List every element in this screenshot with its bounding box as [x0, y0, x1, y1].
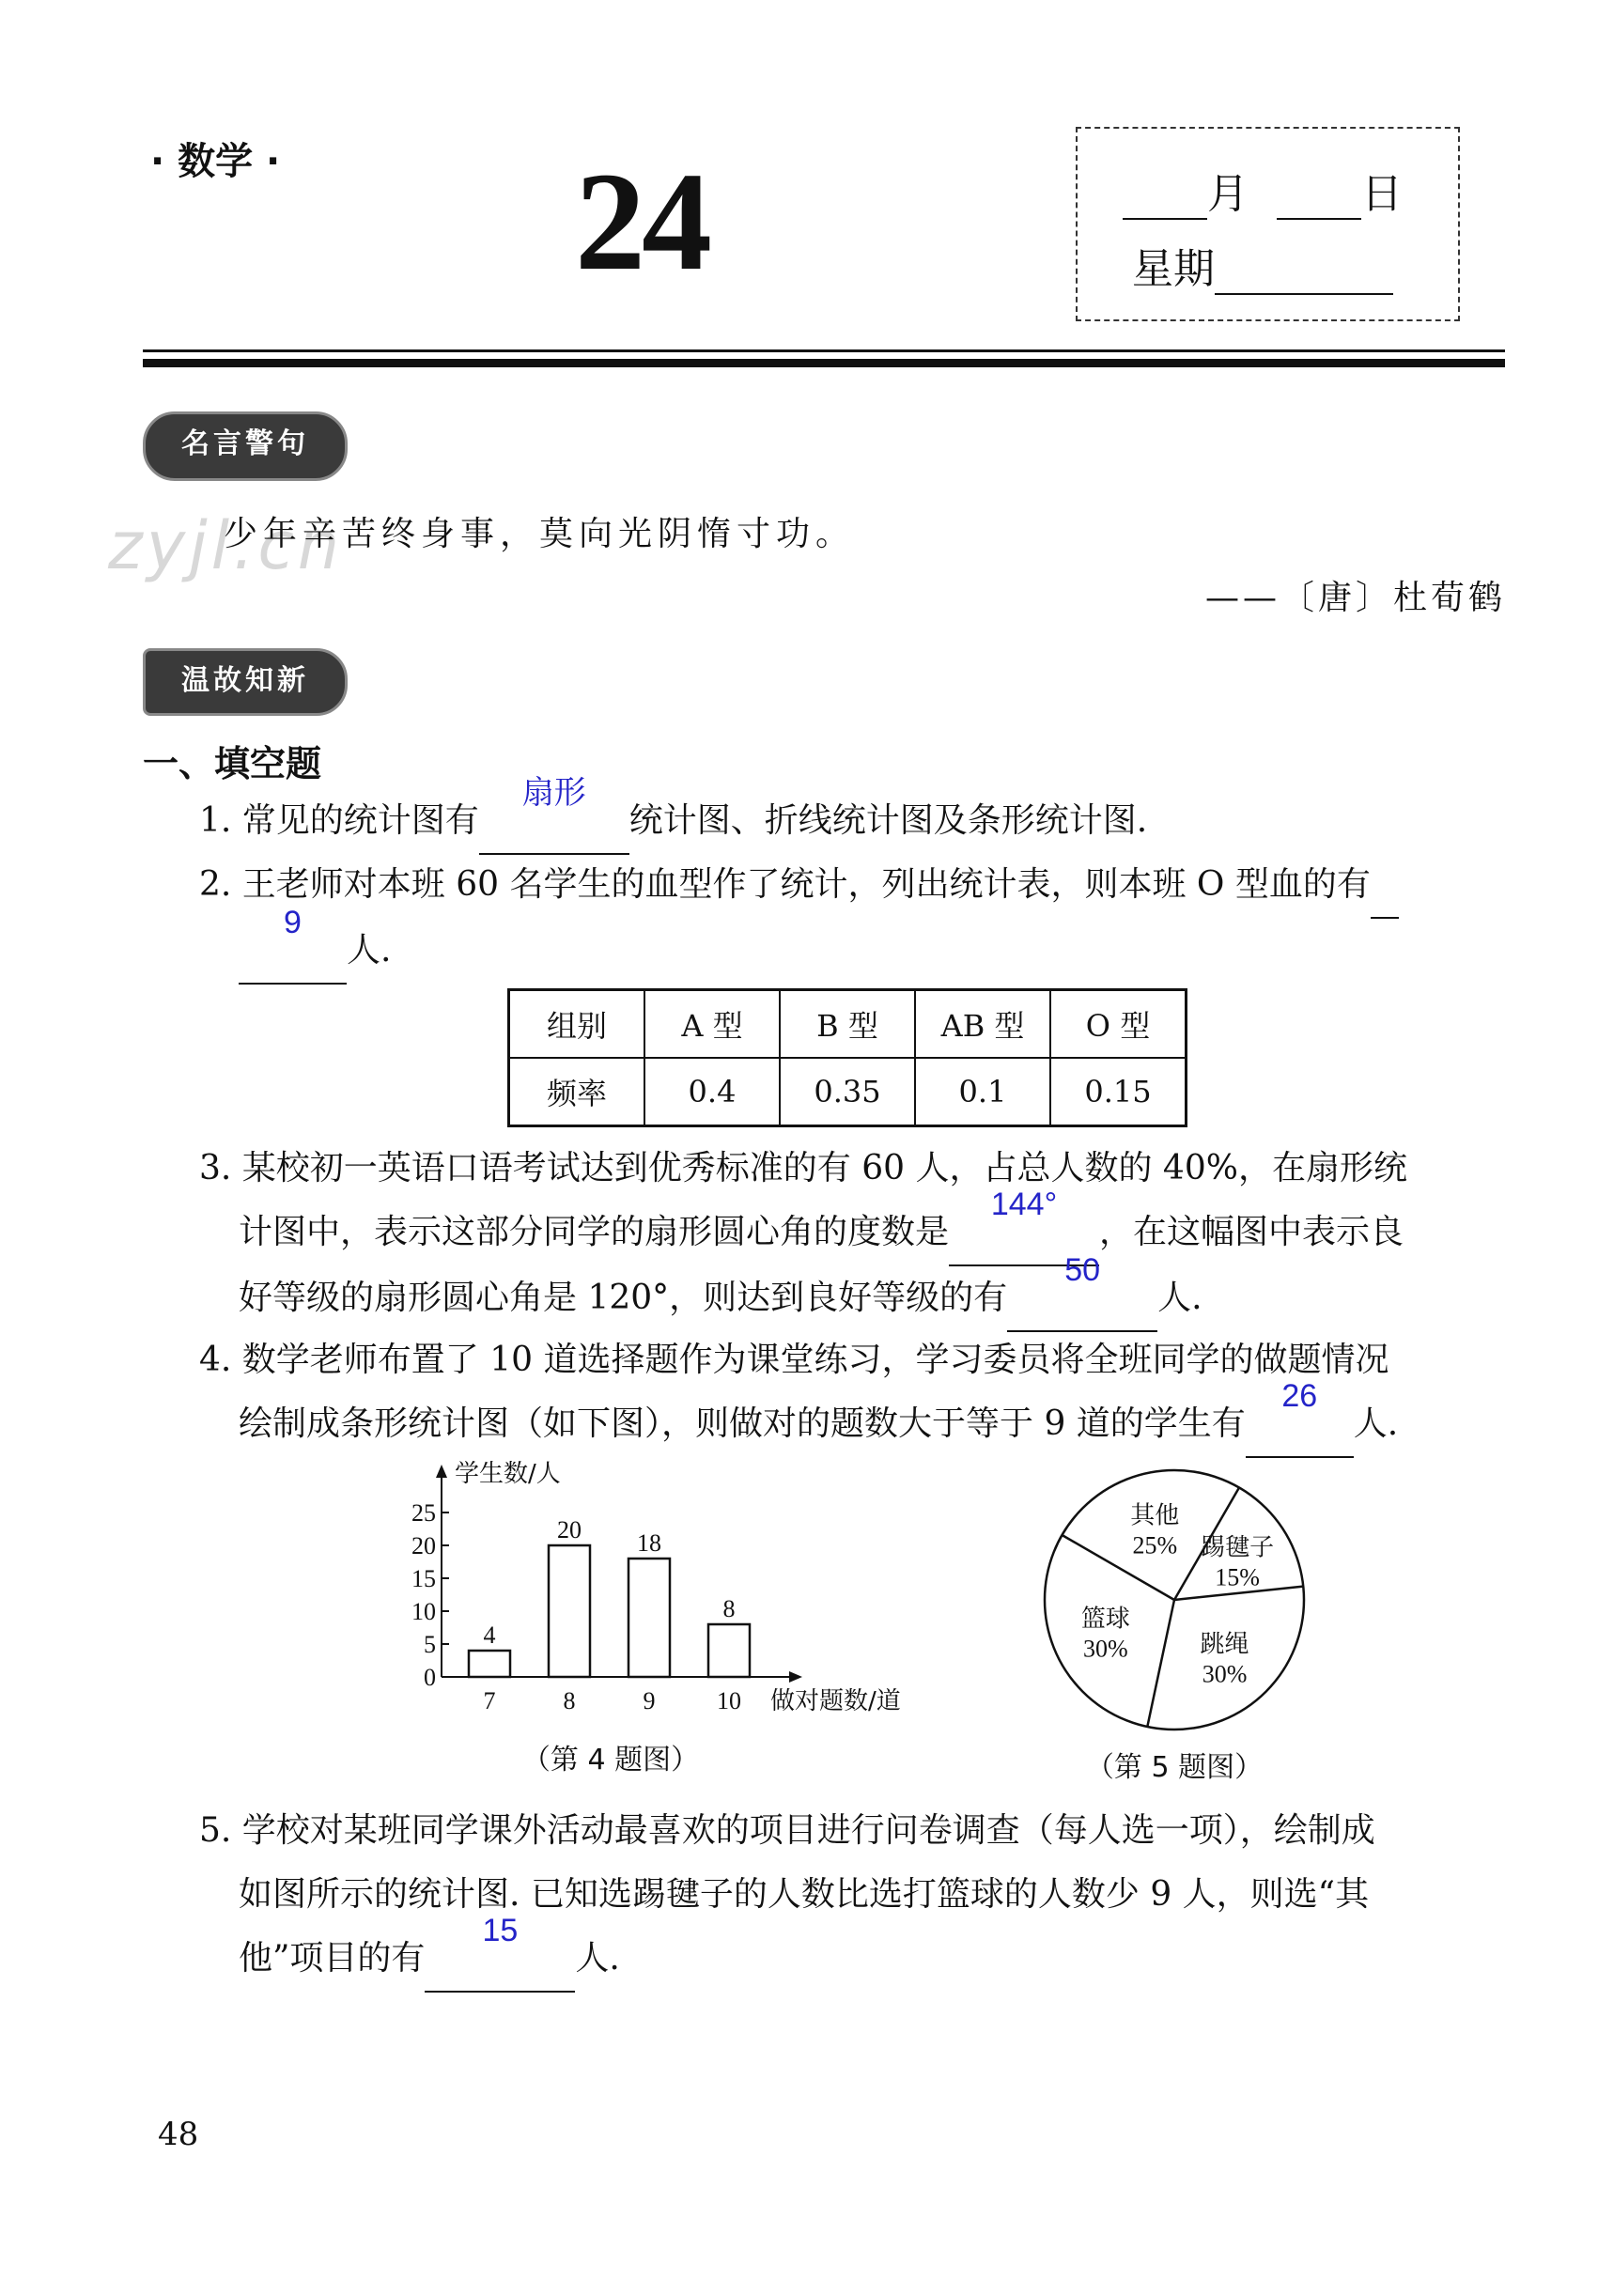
table-cell: 0.15 — [1050, 1058, 1187, 1126]
y-tick-label: 15 — [411, 1565, 436, 1592]
table-cell: 频率 — [509, 1058, 645, 1126]
pie-slice-label: 踢毽子 — [1201, 1533, 1275, 1562]
chart-caption: （第 5 题图） — [1085, 1751, 1264, 1783]
watermark: zyjl.cn — [108, 507, 344, 584]
y-tick-label: 10 — [411, 1598, 436, 1625]
bar-value-label: 4 — [483, 1621, 496, 1649]
header-rule-thick — [143, 359, 1505, 367]
bar-chart — [395, 1461, 958, 1780]
quote-text: 少年辛苦终身事，莫向光阴惰寸功。 — [224, 515, 856, 553]
quote-author: ——〔唐〕杜荀鹤 — [1204, 579, 1506, 617]
x-tick-label: 8 — [563, 1687, 576, 1714]
header-rule-thin — [143, 349, 1505, 352]
q5-answer-blank[interactable] — [425, 1913, 575, 1993]
y-axis-arrow — [436, 1465, 447, 1478]
table-cell: 组别 — [509, 990, 645, 1059]
x-axis-label: 做对题数/道 — [770, 1687, 901, 1715]
table-row — [509, 1058, 1187, 1126]
y-axis-label: 学生数/人 — [455, 1461, 561, 1488]
pie-slice-label: 篮球 — [1080, 1605, 1130, 1634]
month-label: 月 — [1207, 170, 1249, 218]
pie-chart — [1038, 1464, 1339, 1783]
q4-answer: 26 — [1281, 1378, 1318, 1414]
table-cell: B 型 — [780, 990, 915, 1059]
q4-answer-blank[interactable] — [1246, 1378, 1354, 1458]
table-cell: 0.35 — [780, 1058, 915, 1126]
y-tick-label: 5 — [424, 1631, 436, 1658]
bar-value-label: 20 — [557, 1516, 582, 1544]
day-label: 日 — [1361, 170, 1403, 218]
y-tick-label: 25 — [411, 1499, 436, 1527]
question-5: 5. 学校对某班同学课外活动最喜欢的项目进行问卷调查（每人选一项），绘制成 如图所示的统计图. 已知选踢毽子的人数比选打篮球的人数少 9 人，则选“其 他”项目的有 15 人. — [199, 1799, 1514, 1993]
table-cell: 0.4 — [644, 1058, 780, 1126]
q2-answer-blank[interactable] — [239, 905, 347, 985]
day-blank[interactable] — [1277, 180, 1361, 220]
pie-slice-percent: 15% — [1215, 1563, 1260, 1591]
table-cell: 0.1 — [915, 1058, 1050, 1126]
y-tick-label: 0 — [424, 1664, 436, 1691]
subject-label: · 数学 · — [150, 140, 281, 183]
page-number: 48 — [158, 2116, 199, 2153]
bar-value-label: 18 — [637, 1529, 661, 1557]
pie-slice-percent: 30% — [1202, 1660, 1248, 1688]
table-cell: AB 型 — [915, 990, 1050, 1059]
bar-value-label: 8 — [722, 1595, 736, 1622]
month-blank[interactable] — [1123, 180, 1207, 220]
table-header-row — [509, 990, 1187, 1059]
q2-answer-blank-a[interactable] — [1371, 853, 1399, 919]
question-2: 2. 王老师对本班 60 名学生的血型作了统计，列出统计表，则本班 O 型血的有 9 人. — [199, 853, 1514, 985]
weekday-label: 星期 — [1132, 245, 1215, 293]
weekday-blank[interactable] — [1215, 256, 1393, 295]
quote-badge: 名言警句 — [143, 411, 348, 481]
bar — [469, 1651, 510, 1677]
x-tick-label: 7 — [483, 1687, 496, 1714]
bar — [628, 1559, 670, 1677]
table-cell: A 型 — [644, 990, 780, 1059]
q3-answer2-blank[interactable] — [1007, 1252, 1157, 1332]
question-1: 1. 常见的统计图有 扇形 统计图、折线统计图及条形统计图. — [199, 789, 1514, 855]
bar — [549, 1545, 590, 1677]
pie-slice-percent: 25% — [1132, 1531, 1178, 1559]
y-tick-label: 20 — [411, 1532, 436, 1559]
q5-answer: 15 — [482, 1913, 519, 1948]
date-weekday — [1132, 235, 1393, 295]
x-tick-label: 10 — [717, 1687, 741, 1714]
section-heading: 一、填空题 — [143, 743, 322, 784]
lesson-number: 24 — [575, 144, 708, 300]
q3-answer2: 50 — [1064, 1252, 1101, 1288]
question-3: 3. 某校初一英语口语考试达到优秀标准的有 60 人，占总人数的 40%，在扇形统 计图中，表示这部分同学的扇形圆心角的度数是 144° ，在这幅图中表示良 好等级的扇形圆心角是 120°，则达到良好等级的有 50 人. — [199, 1137, 1514, 1332]
q2-answer: 9 — [284, 905, 302, 940]
chart-caption: （第 4 题图） — [521, 1744, 700, 1776]
q1-answer-blank[interactable] — [479, 775, 629, 855]
x-axis-arrow — [789, 1671, 802, 1683]
bar — [708, 1624, 750, 1677]
table-cell: O 型 — [1050, 990, 1187, 1059]
question-4: 4. 数学老师布置了 10 道选择题作为课堂练习，学习委员将全班同学的做题情况 绘制成条形统计图（如下图），则做对的题数大于等于 9 道的学生有 26 人. — [199, 1328, 1514, 1458]
pie-slice-percent: 30% — [1083, 1635, 1128, 1663]
q1-answer: 扇形 — [521, 775, 586, 811]
review-badge: 温故知新 — [143, 648, 348, 716]
blood-type-table — [507, 988, 1187, 1127]
q3-answer1: 144° — [990, 1187, 1058, 1222]
x-tick-label: 9 — [643, 1687, 656, 1714]
pie-slice-label: 跳绳 — [1200, 1630, 1249, 1659]
pie-slice-label: 其他 — [1130, 1501, 1180, 1530]
date-month-day — [1123, 160, 1403, 220]
